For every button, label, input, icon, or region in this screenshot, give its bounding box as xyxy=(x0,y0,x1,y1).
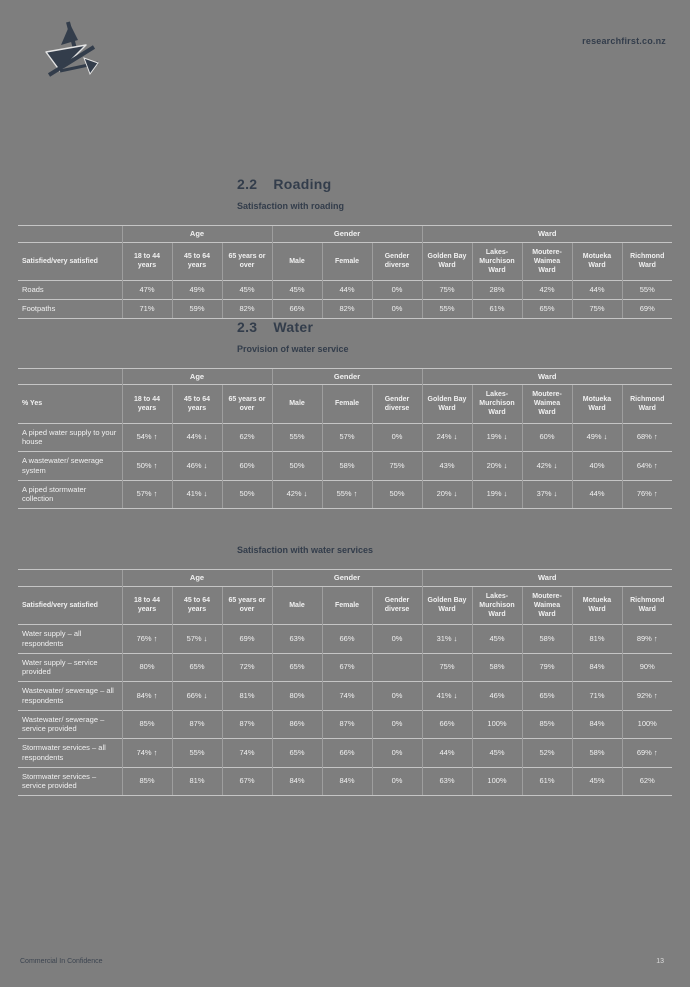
value-cell: 65% xyxy=(272,739,322,768)
value-cell: 54% ↑ xyxy=(122,423,172,452)
value-cell: 67% xyxy=(222,767,272,796)
value-cell: 59% xyxy=(172,299,222,318)
column-header: 65 years or over xyxy=(222,586,272,624)
section-number: 2.3 xyxy=(237,318,258,335)
value-cell: 65% xyxy=(522,299,572,318)
column-header: Richmond Ward xyxy=(622,242,672,280)
column-header: Gender diverse xyxy=(372,385,422,423)
table-row xyxy=(18,739,672,768)
column-header: Gender diverse xyxy=(372,242,422,280)
value-cell: 50% ↑ xyxy=(122,452,172,481)
value-cell: 52% xyxy=(522,739,572,768)
column-header: 18 to 44 years xyxy=(122,242,172,280)
value-cell: 0% xyxy=(372,739,422,768)
value-cell: 55% xyxy=(172,739,222,768)
column-header: Richmond Ward xyxy=(622,586,672,624)
value-cell: 65% xyxy=(522,682,572,711)
row-label-header: Satisfied/very satisfied xyxy=(18,242,122,280)
value-cell: 90% xyxy=(622,653,672,682)
column-group-header: Ward xyxy=(422,226,672,243)
value-cell: 65% xyxy=(272,653,322,682)
value-cell: 66% xyxy=(322,739,372,768)
value-cell: 40% xyxy=(572,452,622,481)
value-cell: 75% xyxy=(372,452,422,481)
column-header: Golden Bay Ward xyxy=(422,385,472,423)
water-satisfaction-table xyxy=(18,569,672,796)
value-cell: 58% xyxy=(472,653,522,682)
value-cell: 45% xyxy=(222,281,272,300)
table-row xyxy=(18,423,672,452)
footer-page-number: 13 xyxy=(656,958,664,965)
column-header: Female xyxy=(322,586,372,624)
value-cell: 69% xyxy=(222,625,272,654)
value-cell: 84% ↑ xyxy=(122,682,172,711)
value-cell: 80% xyxy=(272,682,322,711)
value-cell: 42% xyxy=(522,281,572,300)
table-row xyxy=(18,299,672,318)
value-cell: 82% xyxy=(322,299,372,318)
column-header-row xyxy=(18,385,672,423)
value-cell: 57% ↑ xyxy=(122,480,172,509)
value-cell: 55% xyxy=(622,281,672,300)
water-satisfaction-table-container xyxy=(18,569,672,796)
column-header: Male xyxy=(272,385,322,423)
section-title: Roading xyxy=(273,176,332,192)
value-cell: 55% xyxy=(422,299,472,318)
value-cell: 50% xyxy=(372,480,422,509)
column-header: Moutere-Waimea Ward xyxy=(522,385,572,423)
row-label: Stormwater services – service provided xyxy=(18,767,122,796)
column-group-header: Age xyxy=(122,368,272,385)
value-cell: 44% xyxy=(422,739,472,768)
value-cell: 84% xyxy=(572,653,622,682)
value-cell: 87% xyxy=(322,710,372,739)
value-cell: 81% xyxy=(172,767,222,796)
value-cell: 0% xyxy=(372,682,422,711)
section-number: 2.2 xyxy=(237,176,258,192)
value-cell: 69% ↑ xyxy=(622,739,672,768)
roading-satisfaction-table xyxy=(18,225,672,319)
table-subtitle-roading: Satisfaction with roading xyxy=(237,201,345,211)
column-header: Lakes-Murchison Ward xyxy=(472,586,522,624)
table-row xyxy=(18,653,672,682)
value-cell: 79% xyxy=(522,653,572,682)
value-cell: 19% ↓ xyxy=(472,423,522,452)
page-content xyxy=(18,176,672,796)
value-cell: 41% ↓ xyxy=(422,682,472,711)
value-cell: 100% xyxy=(472,710,522,739)
value-cell: 67% xyxy=(322,653,372,682)
row-label: A piped water supply to your house xyxy=(18,423,122,452)
water-provision-table xyxy=(18,368,672,510)
value-cell: 81% xyxy=(572,625,622,654)
value-cell: 65% xyxy=(172,653,222,682)
column-header: 18 to 44 years xyxy=(122,385,172,423)
value-cell: 84% xyxy=(572,710,622,739)
table-subtitle-water-provision: Provision of water service xyxy=(237,343,349,354)
value-cell: 49% ↓ xyxy=(572,423,622,452)
value-cell: 76% ↑ xyxy=(122,625,172,654)
row-label: Stormwater services – all respondents xyxy=(18,739,122,768)
value-cell: 76% ↑ xyxy=(622,480,672,509)
value-cell: 44% xyxy=(572,480,622,509)
value-cell: 0% xyxy=(372,710,422,739)
value-cell: 0% xyxy=(372,625,422,654)
value-cell: 49% xyxy=(172,281,222,300)
column-header: Lakes-Murchison Ward xyxy=(472,385,522,423)
value-cell: 0% xyxy=(372,767,422,796)
section-heading-roading xyxy=(237,176,672,192)
value-cell: 42% ↓ xyxy=(272,480,322,509)
value-cell: 85% xyxy=(122,710,172,739)
value-cell: 44% xyxy=(322,281,372,300)
value-cell: 58% xyxy=(572,739,622,768)
table-row xyxy=(18,625,672,654)
group-header-row xyxy=(18,570,672,587)
value-cell: 62% xyxy=(622,767,672,796)
column-header: Moutere-Waimea Ward xyxy=(522,586,572,624)
value-cell: 24% ↓ xyxy=(422,423,472,452)
value-cell: 61% xyxy=(472,299,522,318)
value-cell: 74% xyxy=(222,739,272,768)
value-cell: 92% ↑ xyxy=(622,682,672,711)
value-cell: 37% ↓ xyxy=(522,480,572,509)
value-cell: 66% xyxy=(272,299,322,318)
column-header-row xyxy=(18,586,672,624)
value-cell: 69% xyxy=(622,299,672,318)
value-cell: 66% xyxy=(422,710,472,739)
group-header-row xyxy=(18,368,672,385)
value-cell: 71% xyxy=(572,682,622,711)
value-cell: 84% xyxy=(272,767,322,796)
value-cell: 61% xyxy=(522,767,572,796)
value-cell: 72% xyxy=(222,653,272,682)
column-header: Golden Bay Ward xyxy=(422,586,472,624)
value-cell: 80% xyxy=(122,653,172,682)
column-header: 45 to 64 years xyxy=(172,242,222,280)
value-cell: 50% xyxy=(222,480,272,509)
value-cell: 85% xyxy=(522,710,572,739)
column-group-header: Gender xyxy=(272,368,422,385)
value-cell: 71% xyxy=(122,299,172,318)
row-label: Roads xyxy=(18,281,122,300)
column-header: 65 years or over xyxy=(222,242,272,280)
value-cell: 20% ↓ xyxy=(472,452,522,481)
value-cell: 58% xyxy=(522,625,572,654)
value-cell: 85% xyxy=(122,767,172,796)
group-header-spacer xyxy=(18,570,122,587)
value-cell: 55% ↑ xyxy=(322,480,372,509)
value-cell: 75% xyxy=(572,299,622,318)
value-cell: 63% xyxy=(422,767,472,796)
footer-confidentiality-note: Commercial In Confidence xyxy=(20,958,103,965)
value-cell: 50% xyxy=(272,452,322,481)
column-header: Richmond Ward xyxy=(622,385,672,423)
section-title: Water xyxy=(273,318,314,335)
column-header: Gender diverse xyxy=(372,586,422,624)
value-cell: 68% ↑ xyxy=(622,423,672,452)
value-cell: 46% xyxy=(472,682,522,711)
value-cell: 87% xyxy=(172,710,222,739)
table-row xyxy=(18,767,672,796)
row-label: Water supply – all respondents xyxy=(18,625,122,654)
value-cell: 44% xyxy=(572,281,622,300)
value-cell: 28% xyxy=(472,281,522,300)
table-row xyxy=(18,480,672,509)
value-cell: 58% xyxy=(322,452,372,481)
value-cell: 43% xyxy=(422,452,472,481)
value-cell: 66% xyxy=(322,625,372,654)
water-provision-table-container xyxy=(18,368,672,510)
value-cell: 100% xyxy=(622,710,672,739)
roading-table-container xyxy=(18,225,672,319)
column-group-header: Age xyxy=(122,570,272,587)
value-cell: 62% xyxy=(222,423,272,452)
value-cell: 57% ↓ xyxy=(172,625,222,654)
value-cell: 55% xyxy=(272,423,322,452)
value-cell: 100% xyxy=(472,767,522,796)
column-header: Motueka Ward xyxy=(572,586,622,624)
column-header: Male xyxy=(272,242,322,280)
group-header-spacer xyxy=(18,368,122,385)
value-cell: 0% xyxy=(372,423,422,452)
column-header: 45 to 64 years xyxy=(172,586,222,624)
value-cell: 60% xyxy=(222,452,272,481)
value-cell: 57% xyxy=(322,423,372,452)
column-header: Male xyxy=(272,586,322,624)
value-cell: 19% ↓ xyxy=(472,480,522,509)
row-label-header: % Yes xyxy=(18,385,122,423)
row-label: Wastewater/ sewerage – service provided xyxy=(18,710,122,739)
value-cell: 81% xyxy=(222,682,272,711)
value-cell: 87% xyxy=(222,710,272,739)
value-cell: 45% xyxy=(272,281,322,300)
group-header-spacer xyxy=(18,226,122,243)
row-label: Footpaths xyxy=(18,299,122,318)
column-group-header: Gender xyxy=(272,570,422,587)
value-cell: 45% xyxy=(472,739,522,768)
value-cell: 45% xyxy=(472,625,522,654)
column-group-header: Ward xyxy=(422,570,672,587)
column-header: Motueka Ward xyxy=(572,385,622,423)
brand-url: researchfirst.co.nz xyxy=(582,36,666,46)
value-cell: 45% xyxy=(572,767,622,796)
column-header: Lakes-Murchison Ward xyxy=(472,242,522,280)
column-header: 45 to 64 years xyxy=(172,385,222,423)
table-row xyxy=(18,682,672,711)
value-cell xyxy=(372,653,422,682)
section-heading-water xyxy=(237,319,672,335)
value-cell: 86% xyxy=(272,710,322,739)
value-cell: 47% xyxy=(122,281,172,300)
column-group-header: Age xyxy=(122,226,272,243)
value-cell: 0% xyxy=(372,281,422,300)
column-header: Female xyxy=(322,242,372,280)
row-label: Water supply – service provided xyxy=(18,653,122,682)
value-cell: 41% ↓ xyxy=(172,480,222,509)
table-row xyxy=(18,710,672,739)
value-cell: 0% xyxy=(372,299,422,318)
column-header: Golden Bay Ward xyxy=(422,242,472,280)
row-label: A piped stormwater collection xyxy=(18,480,122,509)
value-cell: 20% ↓ xyxy=(422,480,472,509)
value-cell: 46% ↓ xyxy=(172,452,222,481)
group-header-row xyxy=(18,226,672,243)
origami-bird-logo-icon xyxy=(40,18,114,86)
value-cell: 75% xyxy=(422,281,472,300)
value-cell: 89% ↑ xyxy=(622,625,672,654)
table-row xyxy=(18,452,672,481)
value-cell: 74% ↑ xyxy=(122,739,172,768)
value-cell: 60% xyxy=(522,423,572,452)
value-cell: 84% xyxy=(322,767,372,796)
row-label: Wastewater/ sewerage – all respondents xyxy=(18,682,122,711)
value-cell: 66% ↓ xyxy=(172,682,222,711)
column-group-header: Ward xyxy=(422,368,672,385)
column-header: Motueka Ward xyxy=(572,242,622,280)
value-cell: 75% xyxy=(422,653,472,682)
value-cell: 74% xyxy=(322,682,372,711)
table-row xyxy=(18,281,672,300)
column-header-row xyxy=(18,242,672,280)
table-subtitle-water-satisfaction: Satisfaction with water services xyxy=(237,545,374,556)
value-cell: 82% xyxy=(222,299,272,318)
column-group-header: Gender xyxy=(272,226,422,243)
value-cell: 31% ↓ xyxy=(422,625,472,654)
row-label: A wastewater/ sewerage system xyxy=(18,452,122,481)
value-cell: 42% ↓ xyxy=(522,452,572,481)
value-cell: 44% ↓ xyxy=(172,423,222,452)
row-label-header: Satisfied/very satisfied xyxy=(18,586,122,624)
column-header: Moutere-Waimea Ward xyxy=(522,242,572,280)
column-header: 18 to 44 years xyxy=(122,586,172,624)
column-header: 65 years or over xyxy=(222,385,272,423)
column-header: Female xyxy=(322,385,372,423)
value-cell: 63% xyxy=(272,625,322,654)
value-cell: 64% ↑ xyxy=(622,452,672,481)
